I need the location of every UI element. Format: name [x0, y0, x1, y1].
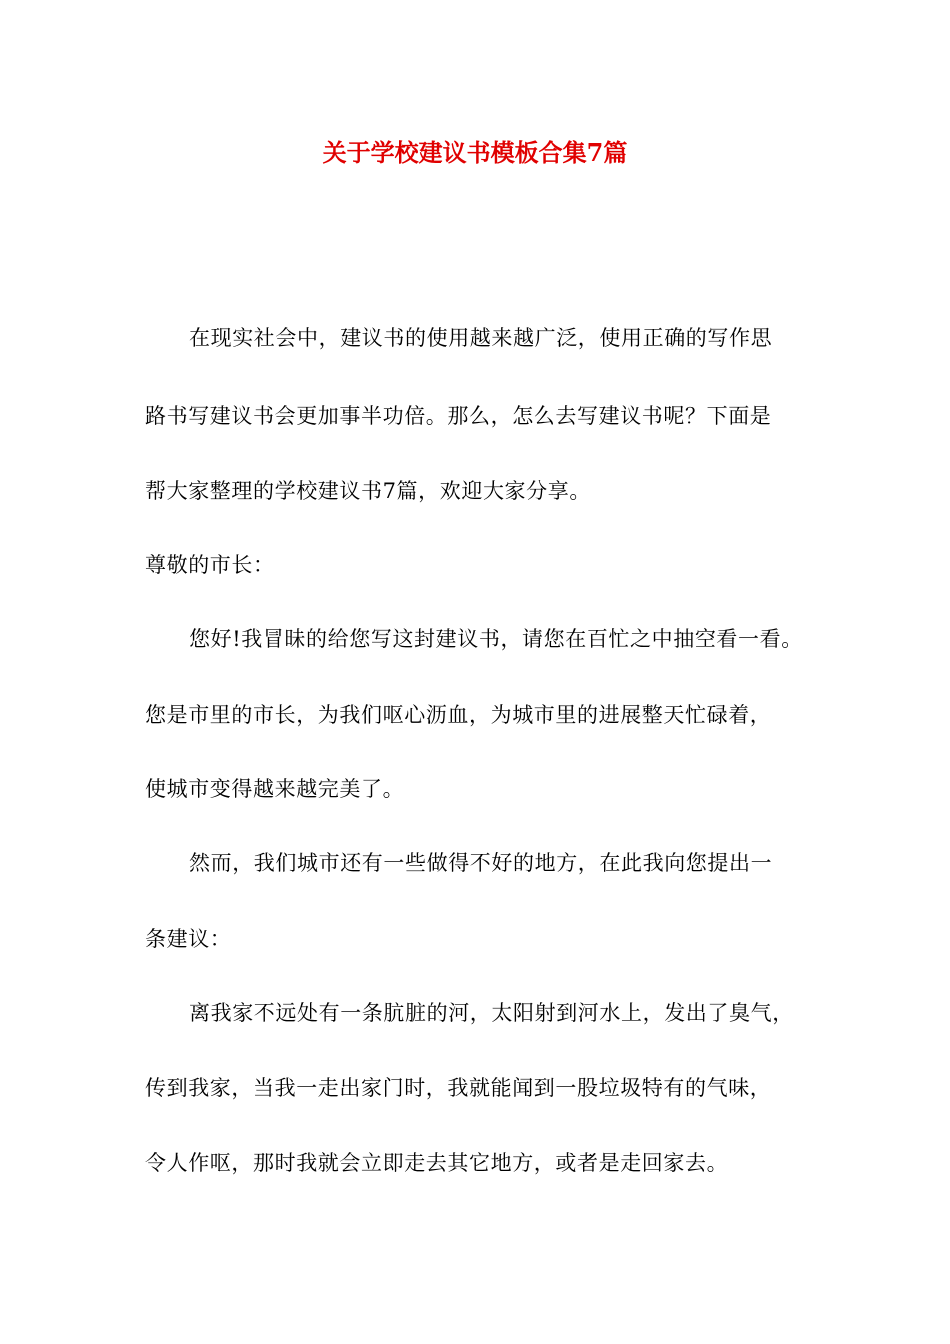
paragraph-line: 使城市变得越来越完美了。: [145, 777, 405, 801]
paragraph-line: 离我家不远处有一条肮脏的河，太阳射到河水上，发出了臭气，: [189, 1001, 794, 1025]
paragraph-line: 您是市里的市长，为我们呕心沥血，为城市里的进展整天忙碌着，: [145, 703, 772, 727]
paragraph-line: 路书写建议书会更加事半功倍。那么，怎么去写建议书呢？下面是: [145, 404, 772, 428]
document-title: 关于学校建议书模板合集7篇: [322, 138, 628, 167]
paragraph-line: 在现实社会中，建议书的使用越来越广泛，使用正确的写作思: [189, 326, 773, 350]
paragraph-line: 令人作呕，那时我就会立即走去其它地方，或者是走回家去。: [145, 1151, 729, 1175]
paragraph-line: 您好!我冒昧的给您写这封建议书，请您在百忙之中抽空看一看。: [189, 627, 803, 651]
paragraph-line: 传到我家，当我一走出家门时，我就能闻到一股垃圾特有的气味，: [145, 1076, 772, 1100]
paragraph-line: 条建议：: [145, 927, 232, 951]
salutation-line: 尊敬的市长：: [145, 553, 275, 577]
paragraph-line: 然而，我们城市还有一些做得不好的地方，在此我向您提出一: [189, 851, 773, 875]
paragraph-line: 帮大家整理的学校建议书7篇，欢迎大家分享。: [145, 479, 591, 503]
